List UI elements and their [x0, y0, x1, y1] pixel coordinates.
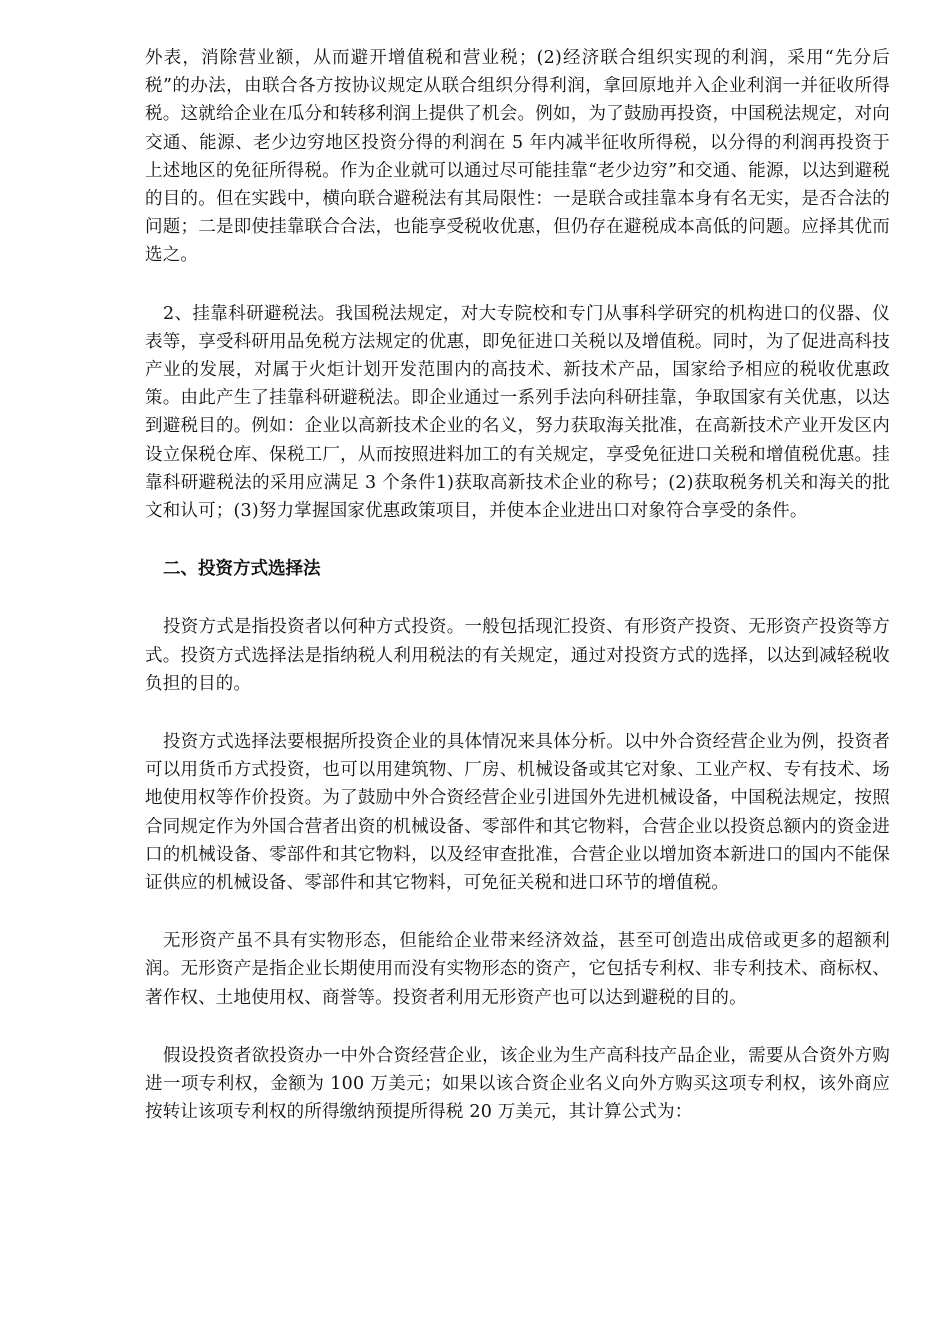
paragraph-spacer: [145, 698, 890, 728]
paragraph-spacer: [145, 525, 890, 555]
paragraph-spacer: [145, 270, 890, 300]
paragraph-horizontal-union: 外表，消除营业额，从而避开增值税和营业税；(2)经济联合组织实现的利润，采用“先分后税”的办法，由联合各方按协议规定从联合组织分得利润，拿回原地并入企业利润一并征收所得税。这就给企业在瓜分和转移利润上提供了机会。例如，为了鼓励再投资，中国税法规定，对向交通、能源、老少边穷地区投资分得的利润在 5 年内减半征收所得税，以分得的利润再投资于上述地区的免征所得税。作为企业就可以通过尽可能挂靠“老少边穷”和交通、能源，以达到避税的目的。但在实践中，横向联合避税法有其局限性：一是联合或挂靠本身有名无实，是否合法的问题；二是即使挂靠联合合法，也能享受税收优惠，但仍存在避税成本高低的问题。应择其优而选之。: [145, 48, 890, 266]
document-page: [145, 44, 890, 1127]
paragraph-patent-example: 假设投资者欲投资办一中外合资经营企业，该企业为生产高科技产品企业，需要从合资外方购进一项专利权，金额为 100 万美元；如果以该合资企业名义向外方购买这项专利权，该外商应按转让该项专利权的所得缴纳预提所得税 20 万美元，其计算公式为：: [145, 1045, 890, 1123]
paragraph-spacer: [145, 583, 890, 613]
section-heading-investment-method: 二、投资方式选择法: [163, 559, 321, 580]
paragraph-spacer: [145, 897, 890, 927]
paragraph-spacer: [145, 1012, 890, 1042]
paragraph-research-affiliation: 2、挂靠科研避税法。我国税法规定，对大专院校和专门从事科学研究的机构进口的仪器、仪表等，享受科研用品免税方法规定的优惠，即免征进口关税以及增值税。同时，为了促进高科技产业的发展，对属于火炬计划开发范围内的高技术、新技术产品，国家给予相应的税收优惠政策。由此产生了挂靠科研避税法。即企业通过一系列手法向科研挂靠，争取国家有关优惠，以达到避税目的。例如：企业以高新技术企业的名义，努力获取海关批准，在高新技术产业开发区内设立保税仓库、保税工厂，从而按照进料加工的有关规定，享受免征进口关税和增值税优惠。挂靠科研避税法的采用应满足 3 个条件1)获取高新技术企业的称号；(2)获取税务机关和海关的批文和认可；(3)努力掌握国家优惠政策项目，并使本企业进出口对象符合享受的条件。: [145, 303, 890, 522]
paragraph-investment-method-definition: 投资方式是指投资者以何种方式投资。一般包括现汇投资、有形资产投资、无形资产投资等方式。投资方式选择法是指纳税人利用税法的有关规定，通过对投资方式的选择，以达到减轻税收负担的目的。: [145, 617, 890, 694]
paragraph-intangible-assets: 无形资产虽不具有实物形态，但能给企业带来经济效益，甚至可创造出成倍或更多的超额利润。无形资产是指企业长期使用而没有实物形态的资产，它包括专利权、非专利技术、商标权、著作权、土地使用权、商誉等。投资者利用无形资产也可以达到避税的目的。: [145, 931, 890, 1008]
paragraph-joint-venture-example: 投资方式选择法要根据所投资企业的具体情况来具体分析。以中外合资经营企业为例，投资者可以用货币方式投资，也可以用建筑物、厂房、机械设备或其它对象、工业产权、专有技术、场地使用权等作价投资。为了鼓励中外合资经营企业引进国外先进机械设备，中国税法规定，按照合同规定作为外国合营者出资的机械设备、零部件和其它物料，合营企业以投资总额内的资金进口的机械设备、零部件和其它物料，以及经审查批准，合营企业以增加资本新进口的国内不能保证供应的机械设备、零部件和其它物料，可免征关税和进口环节的增值税。: [145, 732, 890, 894]
